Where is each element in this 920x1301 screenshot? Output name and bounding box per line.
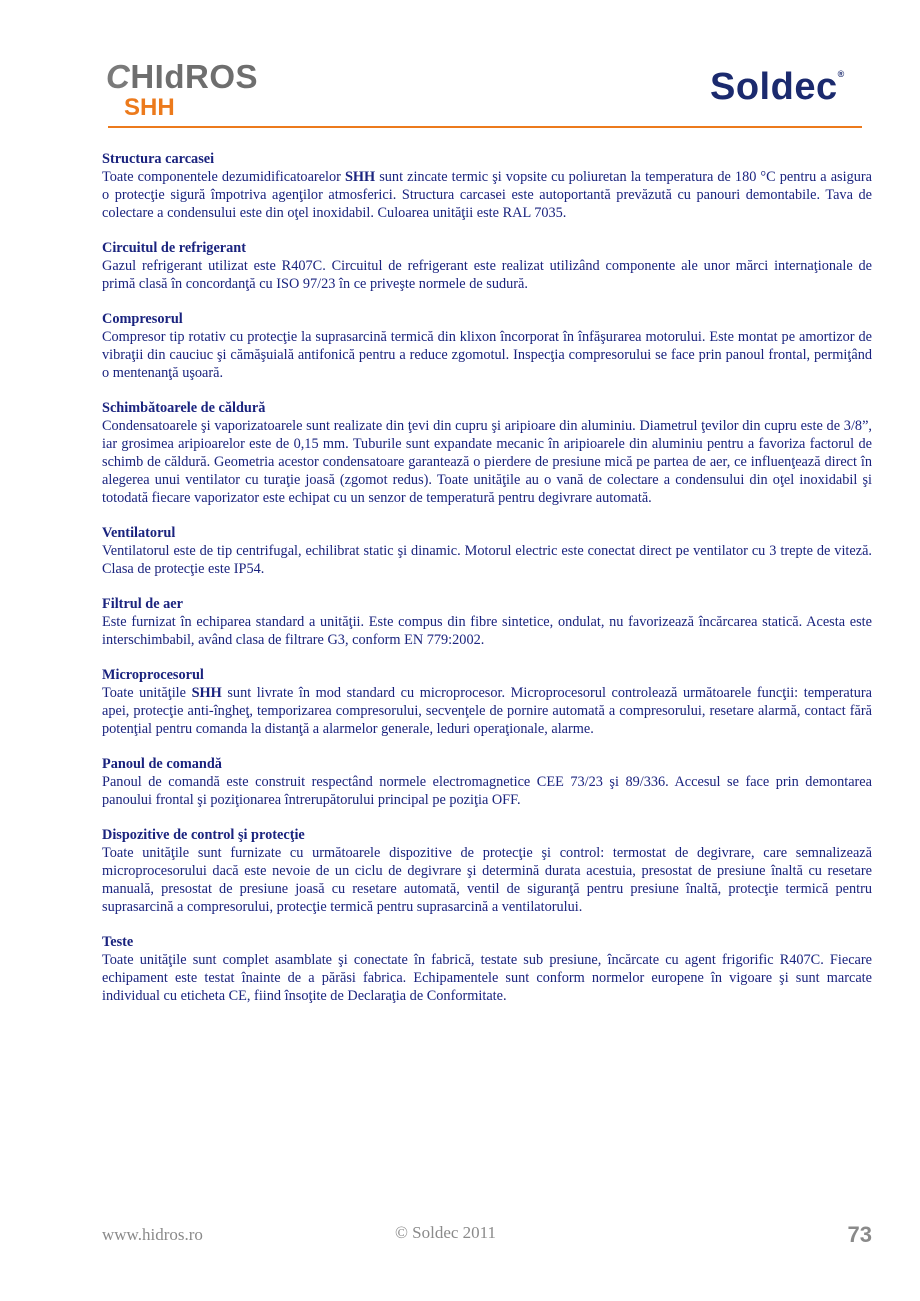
product-code: SHH — [344, 169, 376, 185]
hidros-logo-mark: C — [106, 58, 131, 95]
section-text: Toate unităţile sunt furnizate cu următoarele dispozitive de protecţie şi control: termostat de degivrare, care semnalizează microprocesorului dacă este nevoie de un ciclu de degivrare şi determină durata acestuia, presostat de presiune înaltă cu resetare manuală, presostat de presiune joasă cu resetare automată, ventil de siguranţă pentru presiune înaltă, protecţie termică pentru suprasarcină a compresorului, protecţie termică pentru suprasarcină a ventilatorului. — [102, 845, 872, 915]
section-filtrul-de-aer — [102, 595, 872, 649]
section-title: Schimbătoarele de căldură — [102, 400, 266, 416]
registered-mark: ® — [837, 69, 845, 79]
product-code: SHH — [191, 685, 222, 701]
section-title: Teste — [102, 934, 134, 950]
section-title: Dispozitive de control şi protecţie — [102, 827, 305, 843]
footer-website: www.hidros.ro — [102, 1225, 203, 1244]
hidros-logo-name: HIdROS — [130, 58, 259, 95]
hidros-logo — [106, 60, 258, 93]
section-title: Compresorul — [102, 311, 183, 327]
section-text: Ventilatorul este de tip centrifugal, echilibrat static şi dinamic. Motorul electric este conectat direct pe ventilator cu 3 trepte de viteză. Clasa de protecţie este IP54. — [102, 543, 872, 577]
page-number: 73 — [847, 1222, 872, 1247]
section-text: Este furnizat în echiparea standard a unităţii. Este compus din fibre sintetice, ondulat, nu favorizează încărcarea statică. Acesta este interschimbabil, având clasa de filtrare G3, conform EN 779:2002. — [102, 614, 872, 648]
section-title: Panoul de comandă — [102, 756, 222, 772]
soldec-logo — [710, 68, 845, 106]
shh-product-label: SHH — [124, 94, 175, 121]
footer-copyright: © Soldec 2011 — [395, 1223, 497, 1242]
section-compresorul — [102, 310, 872, 382]
section-text: Toate componentele dezumidificatoarelor SHH sunt zincate termic şi vopsite cu poliuretan la temperatura de 180 °C pentru a asigura o protecţie sigură împotriva agenţilor atmosferici. Structura carcasei este autoportantă prevăzută cu panouri demontabile. Tava de colectare a condensului este din oţel inoxidabil. Culoarea unităţii este RAL 7035. — [102, 169, 872, 221]
section-structura-carcasei — [102, 150, 872, 222]
section-text: Compresor tip rotativ cu protecţie la suprasarcină termică din klixon încorporat în înfăşurarea motorului. Este montat pe amortizor de vibraţii din cauciuc şi cămăşuială antifonică pentru a reduce zgomotul. Inspecţia compresorului se face prin panoul frontal, permiţând o mentenanţă uşoară. — [102, 329, 872, 381]
section-text: Panoul de comandă este construit respectând normele electromagnetice CEE 73/23 şi 89/336. Accesul se face prin demontarea panoului frontal şi poziţionarea întrerupătorului principal pe poziţia OFF. — [102, 774, 872, 808]
soldec-logo-name: Soldec — [710, 66, 838, 108]
section-title: Circuitul de refrigerant — [102, 240, 246, 256]
document-body — [102, 150, 872, 1022]
section-title: Microprocesorul — [102, 667, 204, 683]
section-text: Gazul refrigerant utilizat este R407C. Circuitul de refrigerant este realizat utilizând componente ale unor mărci internaţionale de primă clasă în concordanţă cu ISO 97/23 în ce priveşte normele de sudură. — [102, 258, 872, 292]
section-circuitul-de-refrigerant — [102, 239, 872, 293]
section-dispozitive-control-protectie — [102, 826, 872, 916]
section-text: Toate unităţile SHH sunt livrate în mod standard cu microprocesor. Microprocesorul controlează următoarele funcţii: temperatura apei, protecţie anti-îngheţ, temporizarea compresorului, secvenţele de pornire automată a compresorului, resetare alarmă, contact fără potenţial pentru comanda la distanţă a alarmelor generale, leduri operaţionale, alarme. — [102, 685, 872, 737]
header-divider — [108, 126, 862, 128]
section-text: Condensatoarele şi vaporizatoarele sunt realizate din ţevi din cupru şi aripioare din aluminiu. Diametrul ţevilor din cupru este de 3/8”, iar grosimea aripioarelor este de 0,15 mm. Tuburile sunt expandate mecanic în aripioarele din aluminiu pentru a favoriza factorul de schimb de căldură. Geometria acestor condensatoare garantează o pierdere de presiune mică pe partea de aer, ce influenţează direct în alegerea unui ventilator cu turaţie joasă (zgomot redus). Toate unităţile au o vană de colectare a condensului din oţel inoxidabil şi totodată fiecare vaporizator este echipat cu un senzor de temperatură pentru degivrare automată. — [102, 418, 872, 506]
section-text: Toate unităţile sunt complet asamblate şi conectate în fabrică, testate sub presiune, încărcate cu agent frigorific R407C. Fiecare echipament este testat înainte de a părăsi fabrica. Echipamentele sunt conform normelor europene în vigoare şi sunt marcate individual cu eticheta CE, fiind însoţite de Declaraţia de Conformitate. — [102, 952, 872, 1004]
section-teste — [102, 933, 872, 1005]
section-microprocesorul — [102, 666, 872, 738]
section-ventilatorul — [102, 524, 872, 578]
section-schimbatoarele-de-caldura — [102, 399, 872, 507]
section-title: Ventilatorul — [102, 525, 176, 541]
section-title: Filtrul de aer — [102, 596, 183, 612]
section-title: Structura carcasei — [102, 151, 215, 167]
section-panoul-de-comanda — [102, 755, 872, 809]
